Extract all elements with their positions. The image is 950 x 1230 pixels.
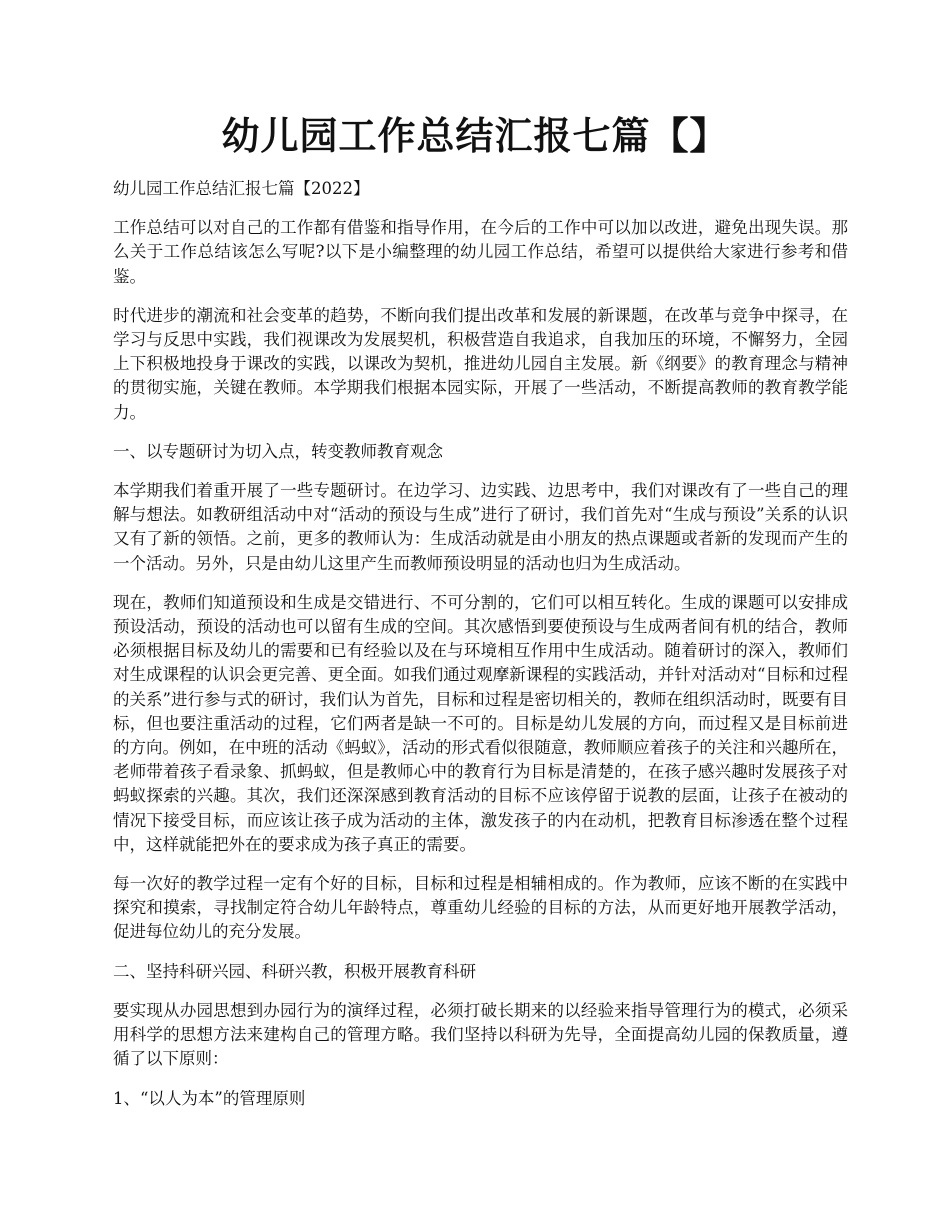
intro-paragraph: 工作总结可以对自己的工作都有借鉴和指导作用，在今后的工作中可以加以改进，避免出现失误。那么关于工作总结该怎么写呢?以下是小编整理的幼儿园工作总结，希望可以提供给大家进行参考和借鉴。	[113, 218, 848, 286]
body-paragraph: 本学期我们着重开展了一些专题研讨。在边学习、边实践、边思考中，我们对课改有了一些自己的理解与想法。如教研组活动中对“活动的预设与生成”进行了研讨，我们首先对“生成与预设”关系的认识又有了新的领悟。之前，更多的教师认为：生成活动就是由小朋友的热点课题或者新的发现而产生的一个活动。另外，只是由幼儿这里产生而教师预设明显的活动也归为生成活动。	[113, 481, 848, 573]
document-title: 幼儿园工作总结汇报七篇【】	[221, 113, 729, 158]
body-paragraph: 时代进步的潮流和社会变革的趋势，不断向我们提出改革和发展的新课题，在改革与竞争中探寻，在学习与反思中实践，我们视课改为发展契机，积极营造自我追求，自我加压的环境，不懈努力，全园上下积极地投身于课改的实践，以课改为契机，推进幼儿园自主发展。新《纲要》的教育理念与精神的贯彻实施，关键在教师。本学期我们根据本园实际，开展了一些活动，不断提高教师的教育教学能力。	[113, 305, 848, 422]
subtitle-paragraph: 幼儿园工作总结汇报七篇【2022】	[113, 179, 370, 198]
section-heading-2: 二、坚持科研兴园、科研兴教，积极开展教育科研	[113, 961, 476, 981]
body-paragraph: 现在，教师们知道预设和生成是交错进行、不可分割的，它们可以相互转化。生成的课题可以安排成预设活动，预设的活动也可以留有生成的空间。其次感悟到要使预设与生成两者间有机的结合，教师必须根据目标及幼儿的需要和已有经验以及在与环境相互作用中生成活动。随着研讨的深入，教师们对生成课程的认识会更完善、更全面。如我们通过观摩新课程的实践活动，并针对活动对“目标和过程的关系”进行参与式的研讨，我们认为首先，目标和过程是密切相关的，教师在组织活动时，既要有目标，但也要注重活动的过程，它们两者是缺一不可的。目标是幼儿发展的方向，而过程又是目标前进的方向。例如，在中班的活动《蚂蚁》，活动的形式看似很随意，教师顺应着孩子的关注和兴趣所在，老师带着孩子看录象、抓蚂蚁，但是教师心中的教育行为目标是清楚的，在孩子感兴趣时发展孩子对蚂蚁探索的兴趣。其次，我们还深深感到教育活动的目标不应该停留于说教的层面，让孩子在被动的情况下接受目标，而应该让孩子成为活动的主体，激发孩子的内在动机，把教育目标渗透在整个过程中，这样就能把外在的要求成为孩子真正的需要。	[113, 592, 848, 854]
body-paragraph: 每一次好的教学过程一定有个好的目标，目标和过程是相辅相成的。作为教师，应该不断的在实践中探究和摸索，寻找制定符合幼儿年龄特点，尊重幼儿经验的目标的方法，从而更好地开展教学活动，促进每位幼儿的充分发展。	[113, 874, 848, 942]
list-item-1: 1、“以人为本”的管理原则	[113, 1088, 306, 1108]
section-heading-1: 一、以专题研讨为切入点，转变教师教育观念	[113, 441, 443, 461]
document-body	[113, 177, 848, 1126]
body-paragraph: 要实现从办园思想到办园行为的演绎过程，必须打破长期来的以经验来指导管理行为的模式，必须采用科学的思想方法来建构自己的管理方略。我们坚持以科研为先导，全面提高幼儿园的保教质量，遵循了以下原则：	[113, 1000, 848, 1069]
